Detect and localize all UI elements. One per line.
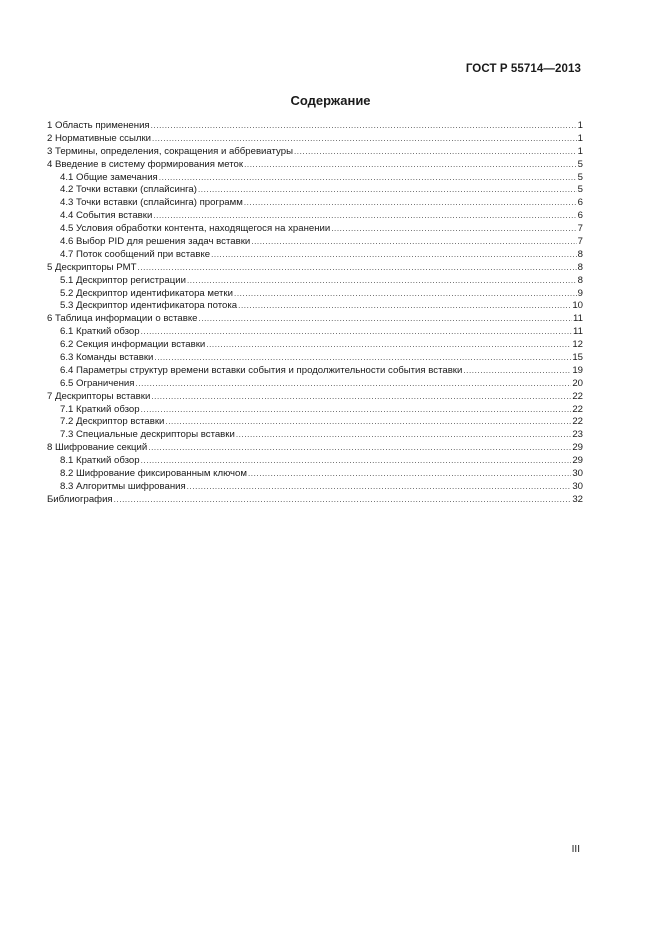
toc-entry-label: 5.1 Дескриптор регистрации	[60, 274, 186, 286]
toc-entry-page: 32	[572, 493, 583, 505]
toc-dot-leader	[138, 262, 577, 275]
toc-entry-label: 3 Термины, определения, сокращения и аббревиатуры	[47, 145, 293, 157]
toc-entry-label: 4.6 Выбор PID для решения задач вставки	[60, 236, 251, 248]
toc-dot-leader	[463, 365, 571, 378]
toc-dot-leader	[244, 159, 577, 172]
toc-entry-page: 8	[577, 274, 583, 286]
toc-entry[interactable]	[47, 429, 583, 442]
toc-entry[interactable]	[47, 313, 583, 326]
toc-entry-label: 6.3 Команды вставки	[60, 352, 154, 364]
toc-entry[interactable]	[47, 468, 583, 481]
toc-entry[interactable]	[47, 275, 583, 288]
toc-entry-page: 7	[577, 236, 583, 248]
toc-entry-label: 5 Дескрипторы PMT	[47, 261, 137, 273]
toc-dot-leader	[148, 442, 571, 455]
toc-dot-leader	[211, 249, 577, 262]
toc-dot-leader	[331, 223, 576, 236]
toc-entry[interactable]	[47, 236, 583, 249]
toc-entry[interactable]	[47, 223, 583, 236]
toc-entry-label: 2 Нормативные ссылки	[47, 132, 152, 144]
toc-entry-label: 7 Дескрипторы вставки	[47, 390, 151, 402]
table-of-contents	[47, 120, 583, 507]
toc-entry-page: 15	[572, 352, 583, 364]
toc-entry-page: 5	[577, 158, 583, 170]
toc-entry[interactable]	[47, 210, 583, 223]
toc-entry[interactable]	[47, 288, 583, 301]
toc-entry-label: 7.1 Краткий обзор	[60, 403, 140, 415]
toc-entry-page: 5	[577, 171, 583, 183]
toc-entry[interactable]	[47, 416, 583, 429]
toc-entry[interactable]	[47, 249, 583, 262]
toc-entry-page: 30	[572, 480, 583, 492]
toc-dot-leader	[159, 172, 577, 185]
toc-entry-label: 5.3 Дескриптор идентификатора потока	[60, 300, 238, 312]
toc-entry-page: 8	[577, 248, 583, 260]
toc-entry-page: 10	[572, 300, 583, 312]
toc-entry-page: 8	[577, 261, 583, 273]
toc-entry-label: 4.2 Точки вставки (сплайсинга)	[60, 184, 197, 196]
toc-entry-label: 6.1 Краткий обзор	[60, 326, 140, 338]
toc-dot-leader	[251, 236, 576, 249]
toc-dot-leader	[238, 300, 571, 313]
toc-dot-leader	[244, 197, 577, 210]
toc-entry[interactable]	[47, 300, 583, 313]
toc-dot-leader	[135, 378, 571, 391]
toc-dot-leader	[114, 494, 572, 507]
toc-entry[interactable]	[47, 442, 583, 455]
toc-entry[interactable]	[47, 120, 583, 133]
toc-entry-label: 4.3 Точки вставки (сплайсинга) программ	[60, 197, 243, 209]
toc-entry[interactable]	[47, 146, 583, 159]
toc-entry-label: 4.4 События вставки	[60, 210, 153, 222]
toc-entry-label: 4.5 Условия обработки контента, находящегося на хранении	[60, 223, 331, 235]
toc-entry-page: 9	[577, 287, 583, 299]
toc-entry-page: 23	[572, 429, 583, 441]
toc-dot-leader	[154, 352, 571, 365]
toc-entry-page: 6	[577, 197, 583, 209]
toc-entry[interactable]	[47, 133, 583, 146]
toc-entry[interactable]	[47, 481, 583, 494]
toc-entry-label: 6.4 Параметры структур времени вставки события и продолжительности события вставки	[60, 364, 463, 376]
toc-entry[interactable]	[47, 197, 583, 210]
toc-dot-leader	[198, 313, 572, 326]
toc-entry-label: Библиография	[47, 493, 113, 505]
toc-dot-leader	[198, 184, 577, 197]
toc-entry-page: 20	[572, 377, 583, 389]
toc-entry-page: 6	[577, 210, 583, 222]
toc-entry[interactable]	[47, 326, 583, 339]
toc-entry[interactable]	[47, 455, 583, 468]
toc-entry-page: 5	[577, 184, 583, 196]
toc-entry-label: 8 Шифрование секций	[47, 442, 148, 454]
toc-entry[interactable]	[47, 494, 583, 507]
toc-entry[interactable]	[47, 404, 583, 417]
toc-dot-leader	[141, 326, 572, 339]
toc-entry-label: 5.2 Дескриптор идентификатора метки	[60, 287, 233, 299]
page-number: III	[571, 844, 580, 855]
toc-dot-leader	[152, 133, 577, 146]
toc-entry-label: 6 Таблица информации о вставке	[47, 313, 198, 325]
toc-entry-page: 29	[572, 442, 583, 454]
toc-entry-page: 1	[577, 132, 583, 144]
toc-entry-label: 8.2 Шифрование фиксированным ключом	[60, 468, 247, 480]
toc-entry-label: 8.1 Краткий обзор	[60, 455, 140, 467]
toc-entry-label: 4.7 Поток сообщений при вставке	[60, 248, 211, 260]
toc-dot-leader	[206, 339, 571, 352]
toc-entry-page: 11	[573, 313, 583, 325]
toc-title: Содержание	[290, 93, 371, 108]
toc-entry-page: 19	[572, 364, 583, 376]
toc-entry[interactable]	[47, 159, 583, 172]
toc-dot-leader	[187, 275, 577, 288]
toc-entry[interactable]	[47, 378, 583, 391]
toc-dot-leader	[236, 429, 571, 442]
toc-entry-label: 6.2 Секция информации вставки	[60, 339, 206, 351]
toc-entry-label: 7.2 Дескриптор вставки	[60, 416, 165, 428]
toc-entry-label: 6.5 Ограничения	[60, 377, 135, 389]
toc-dot-leader	[165, 416, 571, 429]
toc-dot-leader	[151, 391, 571, 404]
toc-entry-page: 12	[572, 339, 583, 351]
toc-entry-page: 22	[572, 403, 583, 415]
toc-entry-page: 1	[577, 145, 583, 157]
toc-entry[interactable]	[47, 172, 583, 185]
toc-dot-leader	[294, 146, 577, 159]
toc-entry[interactable]	[47, 365, 583, 378]
toc-entry[interactable]	[47, 352, 583, 365]
toc-entry-label: 7.3 Специальные дескрипторы вставки	[60, 429, 235, 441]
toc-entry-page: 1	[577, 120, 583, 131]
toc-entry[interactable]	[47, 262, 583, 275]
toc-dot-leader	[234, 288, 577, 301]
toc-dot-leader	[141, 455, 572, 468]
toc-entry[interactable]	[47, 391, 583, 404]
toc-entry-page: 29	[572, 455, 583, 467]
toc-entry-page: 22	[572, 416, 583, 428]
toc-entry-label: 1 Область применения	[47, 120, 150, 131]
toc-dot-leader	[151, 120, 577, 133]
toc-entry-page: 30	[572, 468, 583, 480]
toc-entry-label: 8.3 Алгоритмы шифрования	[60, 480, 186, 492]
toc-dot-leader	[248, 468, 571, 481]
toc-entry[interactable]	[47, 184, 583, 197]
toc-dot-leader	[141, 404, 572, 417]
toc-dot-leader	[153, 210, 576, 223]
document-code: ГОСТ Р 55714—2013	[465, 63, 581, 75]
toc-entry-page: 11	[573, 326, 583, 338]
toc-dot-leader	[187, 481, 572, 494]
toc-entry-label: 4.1 Общие замечания	[60, 171, 158, 183]
toc-entry-page: 22	[572, 390, 583, 402]
toc-entry-label: 4 Введение в систему формирования меток	[47, 158, 244, 170]
toc-entry-page: 7	[577, 223, 583, 235]
toc-entry[interactable]	[47, 339, 583, 352]
